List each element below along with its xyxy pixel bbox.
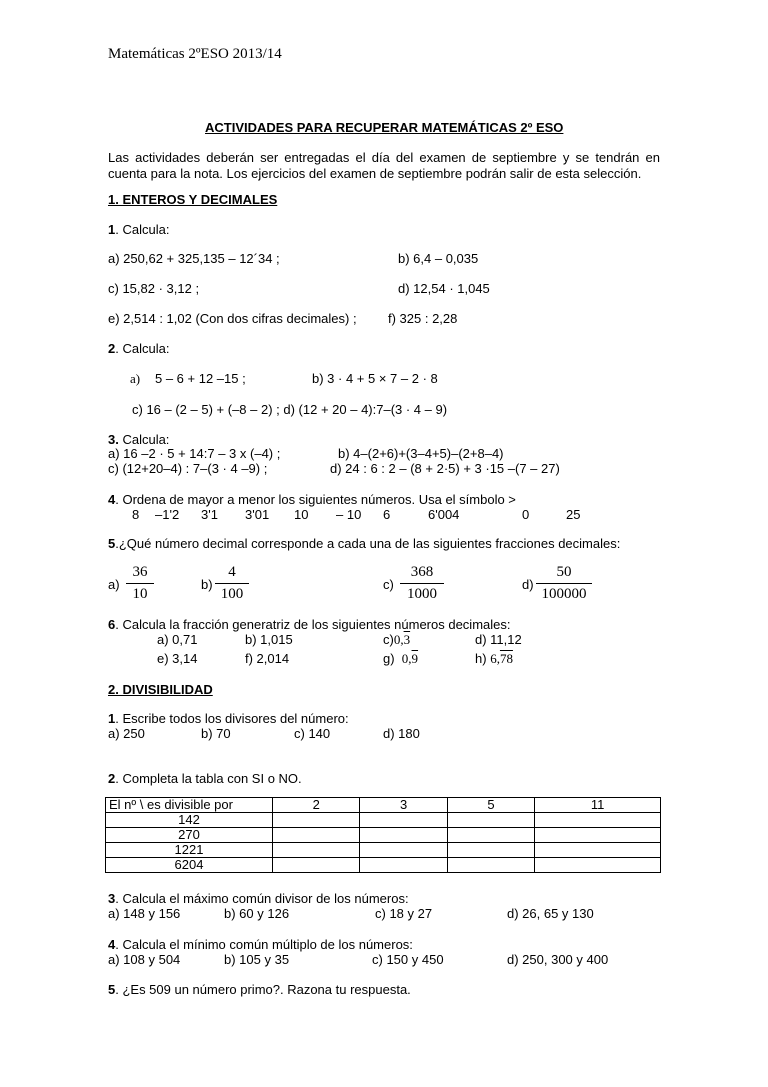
exercise-1-2-a-label: a) <box>130 371 141 386</box>
exercise-2-2: 2. Completa la tabla con SI o NO. <box>108 771 302 786</box>
table-cell[interactable] <box>447 828 534 843</box>
lcm-item: b) 105 y 35 <box>224 952 290 967</box>
fraction-label: c) <box>383 577 394 592</box>
page-header: Matemáticas 2ºESO 2013/14 <box>108 46 282 62</box>
order-number: 10 <box>294 507 309 522</box>
lcm-item: c) 150 y 450 <box>372 952 444 967</box>
decimal-item: d) 11,12 <box>475 632 522 647</box>
order-number: 3'01 <box>245 507 270 522</box>
gcd-item: b) 60 y 126 <box>224 906 290 921</box>
order-number: 8 <box>132 507 140 522</box>
table-cell[interactable] <box>273 813 360 828</box>
exercise-1-5: 5.¿Qué número decimal corresponde a cada una de las siguientes fracciones decimales: <box>108 536 621 551</box>
table-cell[interactable] <box>535 843 661 858</box>
order-number: 0 <box>522 507 530 522</box>
order-number: 3'1 <box>201 507 218 522</box>
table-col-header: 2 <box>273 798 360 813</box>
exercise-1-1-d: d) 12,54 · 1,045 <box>398 281 490 296</box>
divisor-item: a) 250 <box>108 726 145 741</box>
decimal-item: f) 2,014 <box>245 651 290 666</box>
table-cell[interactable] <box>535 828 661 843</box>
lcm-item: d) 250, 300 y 400 <box>507 952 609 967</box>
exercise-2-5: 5. ¿Es 509 un número primo?. Razona tu respuesta. <box>108 982 411 997</box>
order-number: 6'004 <box>428 507 460 522</box>
decimal-item: h) 6,78 <box>475 651 513 666</box>
table-col-header: 5 <box>447 798 534 813</box>
exercise-1-2-b: b) 3 · 4 + 5 × 7 – 2 · 8 <box>312 371 438 386</box>
table-row <box>106 858 661 873</box>
gcd-item: a) 148 y 156 <box>108 906 181 921</box>
exercise-1-3-c: c) (12+20–4) : 7–(3 · 4 –9) ; <box>108 461 268 476</box>
exercise-1-3-a: a) 16 –2 · 5 + 14:7 – 3 x (–4) ; <box>108 446 281 461</box>
decimal-item: c)0,3 <box>383 632 411 647</box>
exercise-2-4: 4. Calcula el mínimo común múltiplo de los números: <box>108 937 413 952</box>
table-cell[interactable] <box>535 858 661 873</box>
decimal-item: g) 0,9 <box>383 651 419 666</box>
exercise-2-3: 3. Calcula el máximo común divisor de los números: <box>108 891 409 906</box>
exercise-1-4: 4. Ordena de mayor a menor los siguientes números. Usa el símbolo > <box>108 492 516 507</box>
exercise-1-3: 3. Calcula: <box>108 432 170 447</box>
table-cell[interactable] <box>447 858 534 873</box>
table-cell[interactable] <box>447 813 534 828</box>
table-corner-cell: El nº \ es divisible por <box>106 798 273 813</box>
divisibility-table <box>105 797 661 873</box>
exercise-1-1-e: e) 2,514 : 1,02 (Con dos cifras decimales) ; <box>108 311 357 326</box>
divisor-item: c) 140 <box>294 726 331 741</box>
exercise-1-3-d: d) 24 : 6 : 2 – (8 + 2·5) + 3 ·15 –(7 – 27) <box>330 461 560 476</box>
table-cell[interactable] <box>273 828 360 843</box>
divisor-item: b) 70 <box>201 726 231 741</box>
lcm-item: a) 108 y 504 <box>108 952 181 967</box>
decimal-item: a) 0,71 <box>157 632 198 647</box>
table-row-header: 270 <box>106 828 273 843</box>
document-title: ACTIVIDADES PARA RECUPERAR MATEMÁTICAS 2º ESO <box>205 120 564 135</box>
fraction: 368 1000 <box>400 564 444 602</box>
fraction: 50 100000 <box>536 564 592 602</box>
exercise-1-2-a: 5 – 6 + 12 –15 ; <box>155 371 246 386</box>
table-cell[interactable] <box>273 843 360 858</box>
fraction: 36 10 <box>126 564 154 602</box>
table-cell[interactable] <box>273 858 360 873</box>
exercise-1-1-f: f) 325 : 2,28 <box>388 311 458 326</box>
table-row-header: 142 <box>106 813 273 828</box>
order-number: 25 <box>566 507 581 522</box>
order-number: – 10 <box>336 507 362 522</box>
table-cell[interactable] <box>535 813 661 828</box>
exercise-1-1-b: b) 6,4 – 0,035 <box>398 251 479 266</box>
gcd-item: c) 18 y 27 <box>375 906 433 921</box>
exercise-1-6: 6. Calcula la fracción generatriz de los siguientes números decimales: <box>108 617 511 632</box>
fraction-label: b) <box>201 577 213 592</box>
table-row-header: 6204 <box>106 858 273 873</box>
exercise-1-2-cd: c) 16 – (2 – 5) + (–8 – 2) ; d) (12 + 20 – 4):7–(3 · 4 – 9) <box>132 402 448 417</box>
table-row <box>106 813 661 828</box>
table-cell[interactable] <box>360 843 447 858</box>
intro-paragraph: Las actividades deberán ser entregadas el día del examen de septiembre y se tendrán en cuenta para la nota. Los ejercicios del examen de septiembre podrán salir de esta selección. <box>108 150 660 181</box>
table-cell[interactable] <box>360 828 447 843</box>
table-col-header: 3 <box>360 798 447 813</box>
table-cell[interactable] <box>447 843 534 858</box>
section-1-title: 1. ENTEROS Y DECIMALES <box>108 192 278 207</box>
divisor-item: d) 180 <box>383 726 420 741</box>
gcd-item: d) 26, 65 y 130 <box>507 906 594 921</box>
fraction-label: d) <box>522 577 534 592</box>
table-row-header: 1221 <box>106 843 273 858</box>
decimal-item: e) 3,14 <box>157 651 198 666</box>
order-number: –1'2 <box>155 507 180 522</box>
exercise-1-1: 1. Calcula: <box>108 222 170 237</box>
exercise-2-1: 1. Escribe todos los divisores del número: <box>108 711 349 726</box>
table-row <box>106 843 661 858</box>
order-number: 6 <box>383 507 391 522</box>
table-row <box>106 828 661 843</box>
table-header-row <box>106 798 661 813</box>
exercise-1-3-b: b) 4–(2+6)+(3–4+5)–(2+8–4) <box>338 446 504 461</box>
decimal-item: b) 1,015 <box>245 632 293 647</box>
section-2-title: 2. DIVISIBILIDAD <box>108 682 213 697</box>
exercise-1-1-c: c) 15,82 · 3,12 ; <box>108 281 200 296</box>
fraction: 4 100 <box>215 564 249 602</box>
table-cell[interactable] <box>360 858 447 873</box>
table-cell[interactable] <box>360 813 447 828</box>
exercise-1-2: 2. Calcula: <box>108 341 170 356</box>
exercise-1-1-a: a) 250,62 + 325,135 – 12´34 ; <box>108 251 280 266</box>
fraction-label: a) <box>108 577 120 592</box>
table-col-header: 11 <box>535 798 661 813</box>
